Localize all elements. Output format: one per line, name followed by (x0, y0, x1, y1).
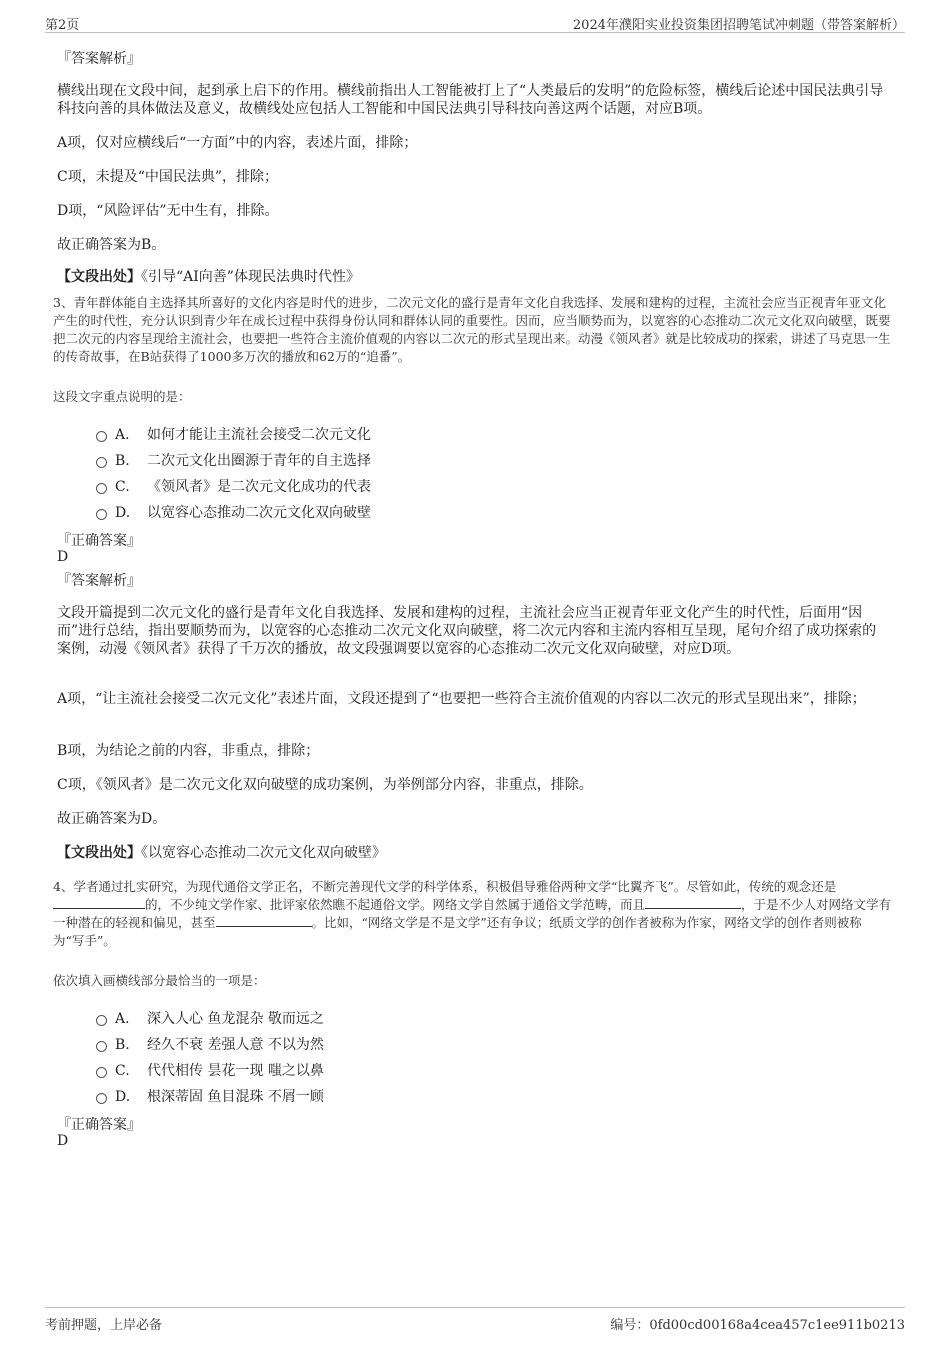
radio-icon[interactable] (96, 1067, 107, 1078)
q4-option-c[interactable]: C. 代代相传 昙花一现 嗤之以鼻 (96, 1060, 324, 1080)
q4-option-b[interactable]: B. 经久不衰 差强人意 不以为然 (96, 1034, 324, 1054)
q2-source-label: 【文段出处】 (57, 269, 141, 285)
q3-option-c[interactable]: C. 《领风者》是二次元文化成功的代表 (96, 476, 371, 496)
q2-conclusion: 故正确答案为B。 (57, 237, 166, 253)
q3-source-text: 《以宽容心态推动二次元文化双向破壁》 (141, 845, 386, 861)
radio-icon[interactable] (96, 1041, 107, 1052)
q2-analysis-option-a: A项，仅对应横线后“一方面”中的内容，表述片面，排除； (57, 135, 418, 151)
q2-analysis-option-c: C项，未提及“中国民法典”，排除； (57, 169, 279, 185)
q3-conclusion: 故正确答案为D。 (57, 811, 167, 827)
q3-source-label: 【文段出处】 (57, 845, 141, 861)
q2-analysis-paragraph: 横线出现在文段中间，起到承上启下的作用。横线前指出人工智能被打上了“人类最后的发明”的危险标签，横线后论述中国民法典引导科技向善的具体做法及意义，故横线处应包括人工智能和中国民法典引导科技向善这两个话题，对应B项。 (57, 83, 884, 117)
page-footer (45, 1307, 905, 1332)
radio-icon[interactable] (96, 509, 107, 520)
radio-icon[interactable] (96, 457, 107, 468)
page-header (45, 12, 905, 33)
q4-answer-label: 『正确答案』 (57, 1117, 141, 1133)
q3-source (57, 844, 887, 862)
q3-analysis-option-a: A项，“让主流社会接受二次元文化”表述片面，文段还提到了“也要把一些符合主流价值观的内容以二次元的形式呈现出来”，排除； (57, 691, 866, 707)
q3-analysis-label: 『答案解析』 (57, 573, 141, 589)
q4-stem: 4、学者通过扎实研究，为现代通俗文学正名，不断完善现代文学的科学体系，积极倡导雅俗两种文学“比翼齐飞”。尽管如此，传统的观念还是的，不少纯文学作家、批评家依然瞧不起通俗文学。网络文学自然属于通俗文学范畴，而且 ，于是不少人对网络文学有一种潜在的轻视和偏见，甚至 。比如，“网络文学是不是文学”还有争议；纸质文学的创作者被称为作家，网络文学的创作者则被称为“写手”。 (53, 879, 892, 948)
q3-analysis-option-b: B项，为结论之前的内容，非重点，排除； (57, 743, 320, 759)
document-title: 2024年濮阳实业投资集团招聘笔试冲刺题（带答案解析） (572, 18, 905, 33)
q2-source-text: 《引导“AI向善”体现民法典时代性》 (141, 269, 360, 285)
q3-option-d[interactable]: D. 以宽容心态推动二次元文化双向破壁 (96, 502, 371, 522)
page-number: 第2页 (45, 18, 80, 33)
radio-icon[interactable] (96, 431, 107, 442)
footer-slogan: 考前押题，上岸必备 (45, 1318, 163, 1333)
fill-blank-2 (645, 896, 741, 909)
q3-analysis-option-c: C项，《领风者》是二次元文化双向破壁的成功案例，为举例部分内容，非重点，排除。 (57, 777, 593, 793)
fill-blank-3 (216, 914, 312, 927)
q4-option-d[interactable]: D. 根深蒂固 鱼目混珠 不屑一顾 (96, 1086, 324, 1106)
q3-answer-label: 『正确答案』 (57, 533, 141, 549)
q3-answer: D (57, 549, 69, 565)
q3-option-a[interactable]: A． 如何才能让主流社会接受二次元文化 (96, 424, 371, 444)
q2-analysis-label: 『答案解析』 (57, 51, 141, 67)
radio-icon[interactable] (96, 1093, 107, 1104)
q2-analysis-option-d: D项，“风险评估”无中生有，排除。 (57, 203, 279, 219)
q3-analysis-paragraph: 文段开篇提到二次元文化的盛行是青年文化自我选择、发展和建构的过程，主流社会应当正视青年亚文化产生的时代性，后面用“因而”进行总结，指出要顺势而为，以宽容的心态推动二次元文化双向破壁，将二次元内容和主流内容相互呈现，尾句介绍了成功探索的案例，动漫《领风者》获得了千万次的播放，故文段强调要以宽容的心态推动二次元文化双向破壁，对应D项。 (57, 605, 877, 657)
radio-icon[interactable] (96, 1015, 107, 1026)
q4-prompt: 依次填入画横线部分最恰当的一项是： (53, 973, 266, 988)
q3-option-b[interactable]: B. 二次元文化出圈源于青年的自主选择 (96, 450, 371, 470)
q4-option-a[interactable]: A． 深入人心 鱼龙混杂 敬而远之 (96, 1008, 324, 1028)
q2-source (57, 268, 887, 286)
radio-icon[interactable] (96, 483, 107, 494)
q3-stem: 3、青年群体能自主选择其所喜好的文化内容是时代的进步，二次元文化的盛行是青年文化自我选择、发展和建构的过程，主流社会应当正视青年亚文化产生的时代性，充分认识到青少年在成长过程中获得身份认同和群体认同的重要性。因而，应当顺势而为，以宽容的心态推动二次元文化双向破壁，既要把二次元的内容呈现给主流社会，也要把一些符合主流价值观的内容以二次元的形式呈现出来。动漫《领风者》就是比较成功的探索，讲述了马克思一生的传奇故事，在B站获得了1000多万次的播放和62万的“追番”。 (53, 295, 891, 364)
q4-answer: D (57, 1133, 69, 1149)
footer-serial: 编号：0fd00cd00168a4cea457c1ee911b0213 (610, 1318, 905, 1333)
fill-blank-1 (53, 896, 145, 909)
q3-prompt: 这段文字重点说明的是： (53, 389, 191, 404)
